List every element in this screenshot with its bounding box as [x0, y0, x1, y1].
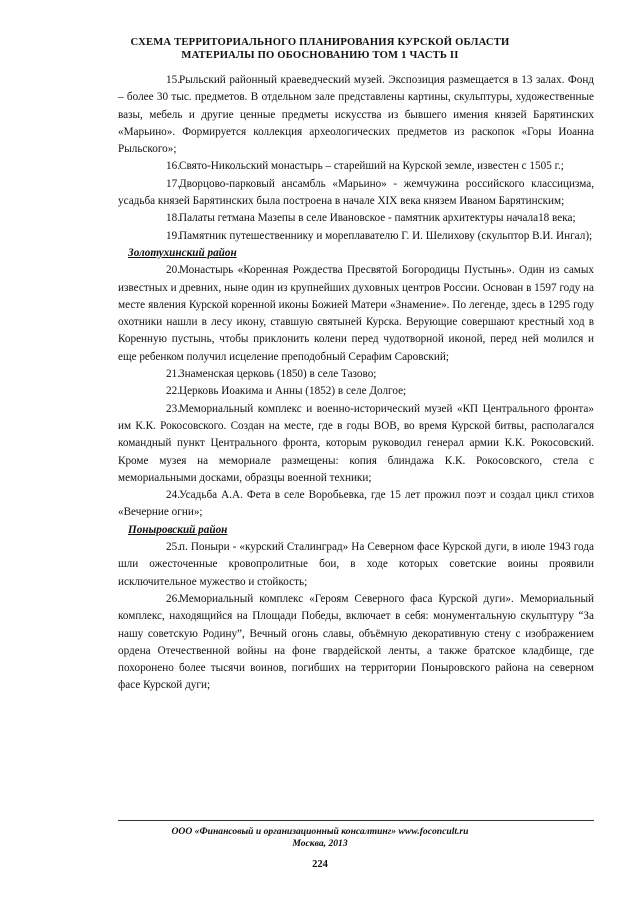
item-number: 20. [166, 264, 180, 277]
item-number: 19. [166, 229, 180, 242]
item-number: 18. [166, 212, 180, 225]
item-number: 16. [166, 160, 180, 173]
item-text: Монастырь «Коренная Рождества Пресвятой Богородицы Пустынь». Один из самых известных и древних, ныне один из крупнейших духовных центров России. Основан в 1597 году на месте явления Курской коренной иконы Божией Матери «Знамение». По легенде, здесь в 1295 году охотники нашли в лесу икону, ставшую святыней Курска. Верующие совершают крестный ход в Коренную пустынь, чтобы приклонить колени перед чудотворной иконой, перед ней молился и еще ребенком получил исцеление преподобный Серафим Саровский; [118, 264, 594, 363]
list-item [118, 228, 594, 245]
item-text: Усадьба А.А. Фета в селе Воробьевка, где 15 лет прожил поэт и создал цикл стихов «Вечерние огни»; [118, 489, 594, 519]
list-item [118, 210, 594, 227]
list-item [118, 591, 594, 695]
item-number: 23. [166, 402, 180, 415]
document-body [118, 72, 594, 695]
header-title: СХЕМА ТЕРРИТОРИАЛЬНОГО ПЛАНИРОВАНИЯ КУРСКОЙ ОБЛАСТИ [130, 37, 510, 48]
item-text: Знаменская церковь (1850) в селе Тазово; [179, 368, 377, 381]
item-text: Палаты гетмана Мазепы в селе Ивановское - памятник архитектуры начала18 века; [179, 212, 576, 225]
item-number: 25. [166, 541, 180, 554]
item-number: 15. [166, 74, 180, 86]
list-item [118, 72, 594, 158]
item-text: Свято-Никольский монастырь – старейший на Курской земле, известен с 1505 г.; [179, 160, 564, 173]
header-subtitle: МАТЕРИАЛЫ ПО ОБОСНОВАНИЮ ТОМ 1 ЧАСТЬ II [181, 50, 459, 61]
item-text: Дворцово-парковый ансамбль «Марьино» - жемчужина российского классицизма, усадьба князей Барятинских была построена в начале XIX века князем Иваном Барятинским; [118, 177, 594, 208]
footer-divider [118, 820, 594, 821]
page-footer [0, 826, 640, 850]
footer-city-year: Москва, 2013 [292, 838, 348, 849]
item-text: п. Поныри - «курский Сталинград» На Северном фасе Курской дуги, в июле 1943 года шли ожесточенные кровопролитные бои, в ходе которых советские воины проявили исключительное мужество и стойкость; [118, 541, 594, 588]
list-item [118, 158, 594, 175]
item-text: Церковь Иоакима и Анны (1852) в селе Долгое; [179, 385, 407, 398]
item-number: 21. [166, 368, 180, 381]
item-number: 24. [166, 489, 180, 502]
footer-company: ООО «Финансовый и организационный консалтинг» www.foconcult.ru [171, 826, 469, 837]
list-item [118, 383, 594, 400]
section-heading: Золотухинский район [128, 246, 237, 259]
page-number: 224 [312, 859, 328, 870]
page-header [0, 36, 640, 62]
list-item [118, 366, 594, 383]
list-item [118, 176, 594, 211]
item-text: Мемориальный комплекс и военно-исторический музей «КП Центрального фронта» им К.К. Рокосовского. Создан на месте, где в годы ВОВ, во время Курской битвы, располагался командный пункт Центрального фронта, которым руководил генерал армии К.К. Рокосовский. Кроме музея на мемориале размещены: копия блиндажа К.К. Рокосовского, стела с мемориальными досками, образцы военной техники; [118, 402, 594, 484]
list-item [118, 539, 594, 591]
list-item [118, 262, 594, 366]
item-number: 26. [166, 592, 180, 605]
item-number: 22. [166, 385, 180, 398]
item-text: Рыльский районный краеведческий музей. Экспозиция размещается в 13 залах. Фонд – более 30 тыс. предметов. В отдельном зале представлены картины, скульптуры, художественные вазы, мебель и другие ценные предметы искусства из бывшего имения князей Барятинских «Марьино». Формируется коллекция археологических предметов из раскопок «Горы Иоанна Рыльского»; [118, 74, 594, 156]
item-text: Мемориальный комплекс «Героям Северного фаса Курской дуги». Мемориальный комплекс, находящийся на Площади Победы, включает в себя: монументальную скульптуру “За нашу советскую Родину”, Вечный огонь славы, объёмную декоративную стену с изображением ордена Отечественной войны на фоне гвардейской ленты, а также братское кладбище, где похоронено более тысячи воинов, погибших на территории Поныровского района на северном фасе Курской дуги; [118, 592, 594, 692]
section-heading: Поныровский район [128, 523, 228, 536]
item-text: Памятник путешественнику и мореплавателю Г. И. Шелихову (скульптор В.И. Ингал); [179, 229, 593, 242]
list-item [118, 487, 594, 522]
item-number: 17. [166, 177, 180, 190]
list-item [118, 401, 594, 487]
